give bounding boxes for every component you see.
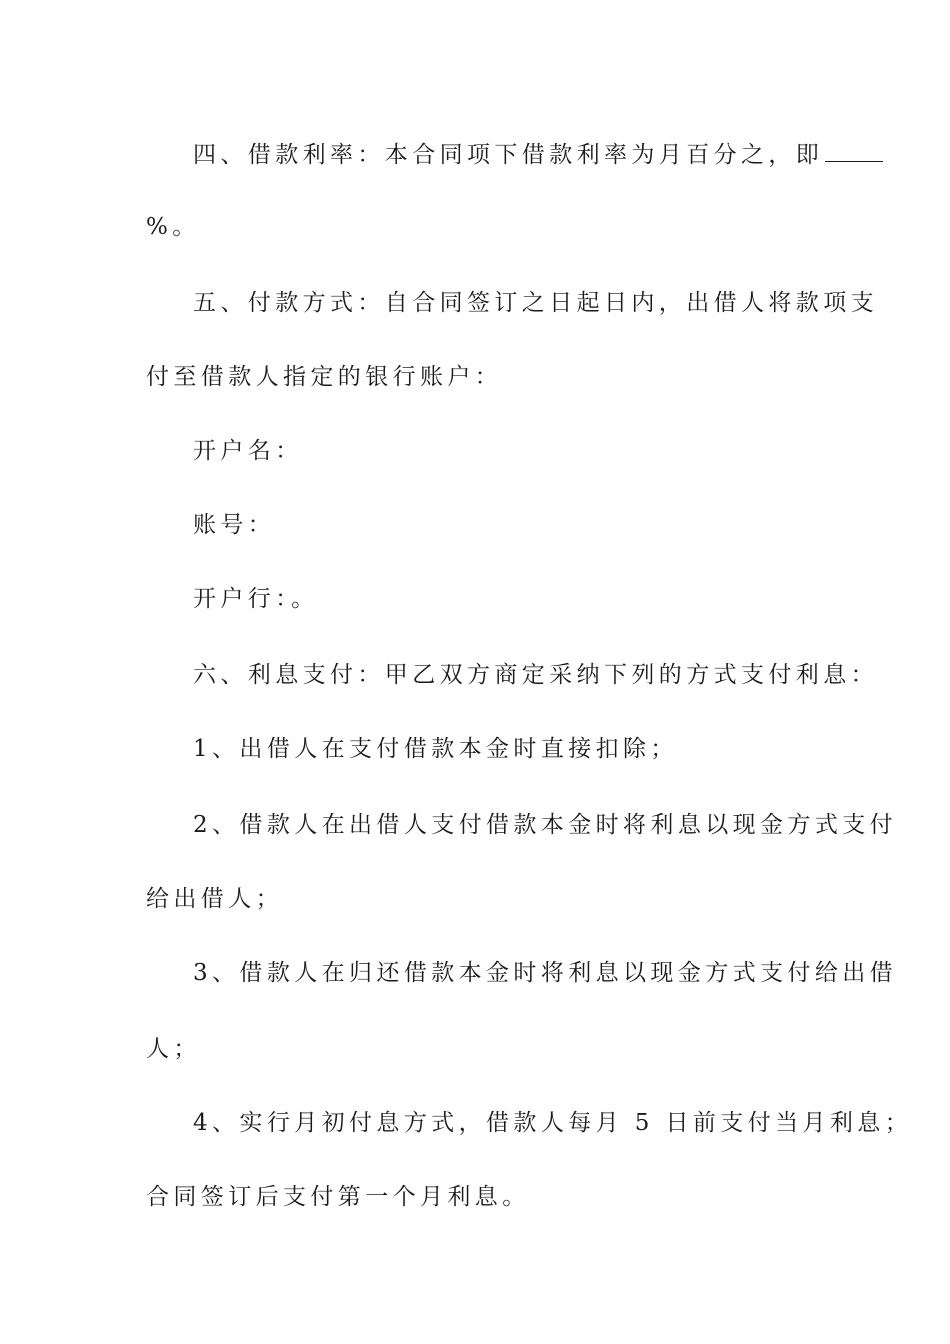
clause-4-text: 四、借款利率：本合同项下借款利率为月百分之，即 [193,142,824,168]
option-2-line-1: 2、借款人在出借人支付借款本金时将利息以现金方式支付 [193,812,898,838]
clause-4-line-2: %。 [146,214,200,240]
account-number-line: 账号： [193,512,276,538]
clause-5-line-2: 付至借款人指定的银行账户： [146,364,503,390]
option-4-line-2: 合同签订后支付第一个月利息。 [146,1184,530,1210]
interest-rate-blank [825,141,883,162]
clause-4-line-1 [193,140,824,170]
option-4-line-1: 4、实行月初付息方式，借款人每月 5 日前支付当月利息； [193,1110,913,1136]
account-name-line: 开户名： [193,438,303,464]
option-3-line-1: 3、借款人在归还借款本金时将利息以现金方式支付给出借 [193,960,898,986]
option-1-line: 1、出借人在支付借款本金时直接扣除； [193,736,678,762]
bank-line: 开户行：。 [193,586,319,612]
option-2-line-2: 给出借人； [146,886,283,912]
clause-5-line-1: 五、付款方式：自合同签订之日起日内，出借人将款项支 [193,290,878,316]
option-3-line-2: 人； [146,1036,201,1062]
clause-6-heading: 六、利息支付：甲乙双方商定采纳下列的方式支付利息： [193,662,878,688]
